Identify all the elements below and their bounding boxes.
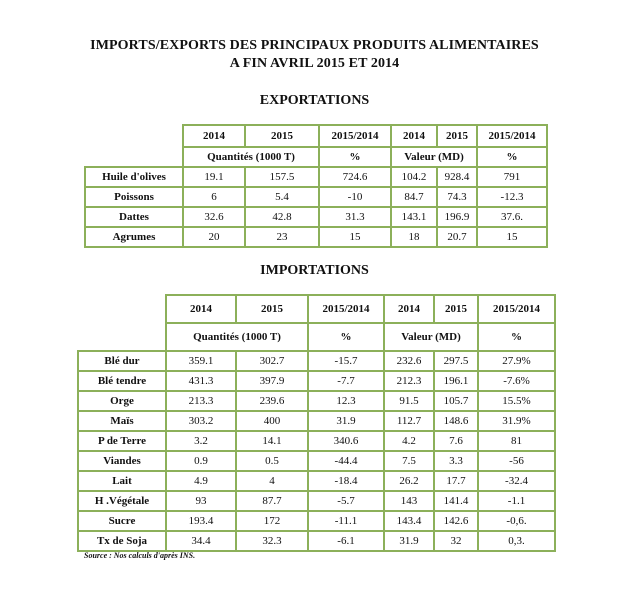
table-row [78,471,555,491]
document-title-line2: A FIN AVRIL 2015 ET 2014 [229,56,400,71]
table-cell: 0.5 [236,451,308,471]
table-row [85,167,547,187]
table-cell: 142.6 [434,511,478,531]
table-cell: 928.4 [437,167,477,187]
table-row [85,227,547,247]
table-cell: 141.4 [434,491,478,511]
row-label: Poissons [85,187,183,207]
row-label: Blé tendre [78,371,166,391]
table-cell: -1.1 [478,491,555,511]
exports-section-title: EXPORTATIONS [259,93,370,108]
table-cell: 0.9 [166,451,236,471]
table-cell: 105.7 [434,391,478,411]
row-label: Huile d'olives [85,167,183,187]
imports-header-cell: 2015/2014 [478,295,555,323]
exports-quantities-header: Quantités (1000 T) [183,147,319,167]
imports-value-header: Valeur (MD) [384,323,478,351]
exports-pct-header: % [477,147,547,167]
table-cell: 6 [183,187,245,207]
table-cell: 112.7 [384,411,434,431]
table-row [78,511,555,531]
table-cell: 724.6 [319,167,391,187]
table-cell: -11.1 [308,511,384,531]
table-cell: -10 [319,187,391,207]
row-label: Blé dur [78,351,166,371]
table-cell: 148.6 [434,411,478,431]
table-cell: 303.2 [166,411,236,431]
table-cell: 104.2 [391,167,437,187]
table-cell: 17.7 [434,471,478,491]
table-cell: 37.6. [477,207,547,227]
table-cell: 20 [183,227,245,247]
table-cell: 143 [384,491,434,511]
imports-corner-cell [78,295,166,323]
table-cell: 232.6 [384,351,434,371]
row-label: Maïs [78,411,166,431]
imports-header-cell: 2014 [384,295,434,323]
imports-subheader-row [78,323,555,351]
exports-header-cell: 2015/2014 [477,125,547,147]
table-row [78,531,555,551]
imports-header-cell: 2015 [236,295,308,323]
table-cell: 27.9% [478,351,555,371]
table-cell: 431.3 [166,371,236,391]
table-cell: 3.3 [434,451,478,471]
document-title-line1: IMPORTS/EXPORTS DES PRINCIPAUX PRODUITS ALIMENTAIRES [90,38,539,53]
table-cell: 143.4 [384,511,434,531]
table-cell: 15.5% [478,391,555,411]
table-cell: 32.6 [183,207,245,227]
imports-pct-header: % [478,323,555,351]
table-cell: 15 [319,227,391,247]
imports-corner-cell [78,323,166,351]
row-label: Tx de Soja [78,531,166,551]
row-label: Sucre [78,511,166,531]
exports-pct-header: % [319,147,391,167]
table-cell: 196.1 [434,371,478,391]
table-cell: 74.3 [437,187,477,207]
table-cell: 5.4 [245,187,319,207]
table-cell: 32.3 [236,531,308,551]
imports-header-cell: 2015/2014 [308,295,384,323]
table-cell: -32.4 [478,471,555,491]
table-row [78,431,555,451]
table-cell: 31.3 [319,207,391,227]
table-cell: 84.7 [391,187,437,207]
table-cell: 93 [166,491,236,511]
table-cell: -15.7 [308,351,384,371]
table-cell: 32 [434,531,478,551]
row-label: Agrumes [85,227,183,247]
table-cell: 400 [236,411,308,431]
table-cell: 31.9 [308,411,384,431]
exports-corner-cell [85,147,183,167]
source-note: Source : Nos calculs d'après INS. [84,551,196,560]
table-cell: 12.3 [308,391,384,411]
table-row [85,187,547,207]
table-cell: 18 [391,227,437,247]
table-cell: -7.6% [478,371,555,391]
table-cell: 4 [236,471,308,491]
table-cell: 20.7 [437,227,477,247]
table-cell: 26.2 [384,471,434,491]
table-cell: -18.4 [308,471,384,491]
table-cell: 157.5 [245,167,319,187]
exports-corner-cell [85,125,183,147]
exports-table [84,124,548,248]
table-cell: 172 [236,511,308,531]
table-row [78,391,555,411]
table-cell: 0,3. [478,531,555,551]
table-cell: 31.9% [478,411,555,431]
table-cell: 193.4 [166,511,236,531]
exports-header-cell: 2014 [183,125,245,147]
table-cell: 7.5 [384,451,434,471]
table-cell: 239.6 [236,391,308,411]
table-cell: 81 [478,431,555,451]
imports-header-cell: 2014 [166,295,236,323]
table-cell: 791 [477,167,547,187]
table-cell: 34.4 [166,531,236,551]
table-row [85,207,547,227]
table-row [78,351,555,371]
table-cell: -7.7 [308,371,384,391]
table-cell: 359.1 [166,351,236,371]
exports-header-cell: 2015/2014 [319,125,391,147]
table-cell: 14.1 [236,431,308,451]
table-row [78,411,555,431]
table-cell: 143.1 [391,207,437,227]
table-row [78,371,555,391]
table-cell: 91.5 [384,391,434,411]
table-cell: -0,6. [478,511,555,531]
table-cell: 302.7 [236,351,308,371]
row-label: Orge [78,391,166,411]
table-cell: 4.9 [166,471,236,491]
table-cell: 4.2 [384,431,434,451]
table-cell: 19.1 [183,167,245,187]
table-cell: 15 [477,227,547,247]
row-label: Lait [78,471,166,491]
exports-header-row [85,125,547,147]
table-row [78,451,555,471]
table-cell: -5.7 [308,491,384,511]
table-cell: 297.5 [434,351,478,371]
table-cell: -6.1 [308,531,384,551]
table-cell: 23 [245,227,319,247]
exports-value-header: Valeur (MD) [391,147,477,167]
imports-header-cell: 2015 [434,295,478,323]
exports-subheader-row [85,147,547,167]
table-cell: 31.9 [384,531,434,551]
table-cell: 397.9 [236,371,308,391]
table-cell: 87.7 [236,491,308,511]
table-cell: 42.8 [245,207,319,227]
exports-header-cell: 2015 [245,125,319,147]
table-cell: -44.4 [308,451,384,471]
row-label: H .Végétale [78,491,166,511]
table-cell: 212.3 [384,371,434,391]
row-label: P de Terre [78,431,166,451]
table-cell: -56 [478,451,555,471]
row-label: Viandes [78,451,166,471]
table-cell: 213.3 [166,391,236,411]
imports-section-title: IMPORTATIONS [260,263,369,278]
table-cell: -12.3 [477,187,547,207]
row-label: Dattes [85,207,183,227]
table-cell: 340.6 [308,431,384,451]
table-row [78,491,555,511]
imports-table [77,294,556,552]
imports-quantities-header: Quantités (1000 T) [166,323,308,351]
exports-header-cell: 2015 [437,125,477,147]
exports-header-cell: 2014 [391,125,437,147]
imports-header-row [78,295,555,323]
table-cell: 196.9 [437,207,477,227]
table-cell: 7.6 [434,431,478,451]
table-cell: 3.2 [166,431,236,451]
imports-pct-header: % [308,323,384,351]
